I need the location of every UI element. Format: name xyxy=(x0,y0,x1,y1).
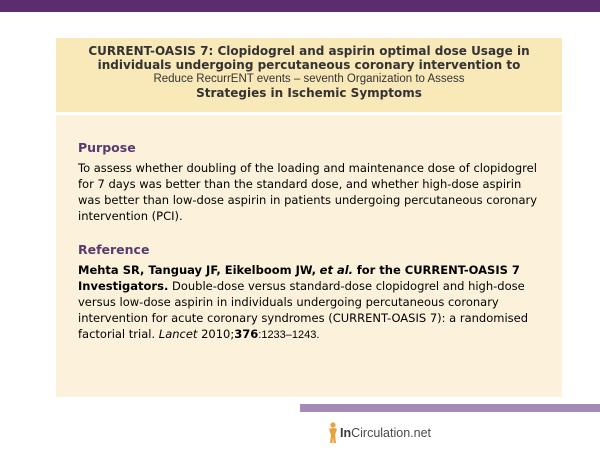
reference-body: Double-dose versus standard-dose clopidogrel and high-dose versus low-dose aspirin in individuals undergoing percutaneous coronary intervention for acute coronary syndromes (CURRENT-OASIS 7): a randomised factorial trial. xyxy=(78,279,529,341)
top-bar xyxy=(0,0,600,12)
bottom-bar xyxy=(300,404,600,412)
reference-group: for the CURRENT-OASIS 7 Investigators. xyxy=(78,263,520,293)
title-line-2: Reduce RecurrENT events – seventh Organization to Assess xyxy=(153,73,465,85)
reference-authors: Mehta SR, Tanguay JF, Eikelboom JW, xyxy=(78,263,317,277)
title-line-1: CURRENT-OASIS 7: Clopidogrel and aspirin optimal dose Usage in individuals undergoing percutaneous coronary intervention to xyxy=(88,44,530,72)
reference-text xyxy=(78,262,540,343)
reference-heading: Reference xyxy=(78,242,150,257)
purpose-heading: Purpose xyxy=(78,140,136,155)
brand-suffix: Circulation.net xyxy=(351,426,432,440)
figure-icon xyxy=(326,422,340,444)
reference-pages: :1233–1243. xyxy=(258,329,320,341)
content-box xyxy=(56,115,562,397)
reference-et-al: et al. xyxy=(319,263,354,277)
brand-name xyxy=(340,426,431,440)
title-line-3: Strategies in Ischemic Symptoms xyxy=(196,86,422,100)
purpose-text: To assess whether doubling of the loading and maintenance dose of clopidogrel for 7 days was better than the standard dose, and whether high-dose aspirin was better than low-dose aspirin in patients undergoing percutaneous coronary intervention (PCI). xyxy=(78,161,538,223)
reference-journal: Lancet xyxy=(158,327,198,341)
reference-year: 2010; xyxy=(201,327,235,341)
slide-title xyxy=(56,38,562,112)
brand-prefix: In xyxy=(340,426,352,440)
reference-volume: 376 xyxy=(234,327,259,341)
